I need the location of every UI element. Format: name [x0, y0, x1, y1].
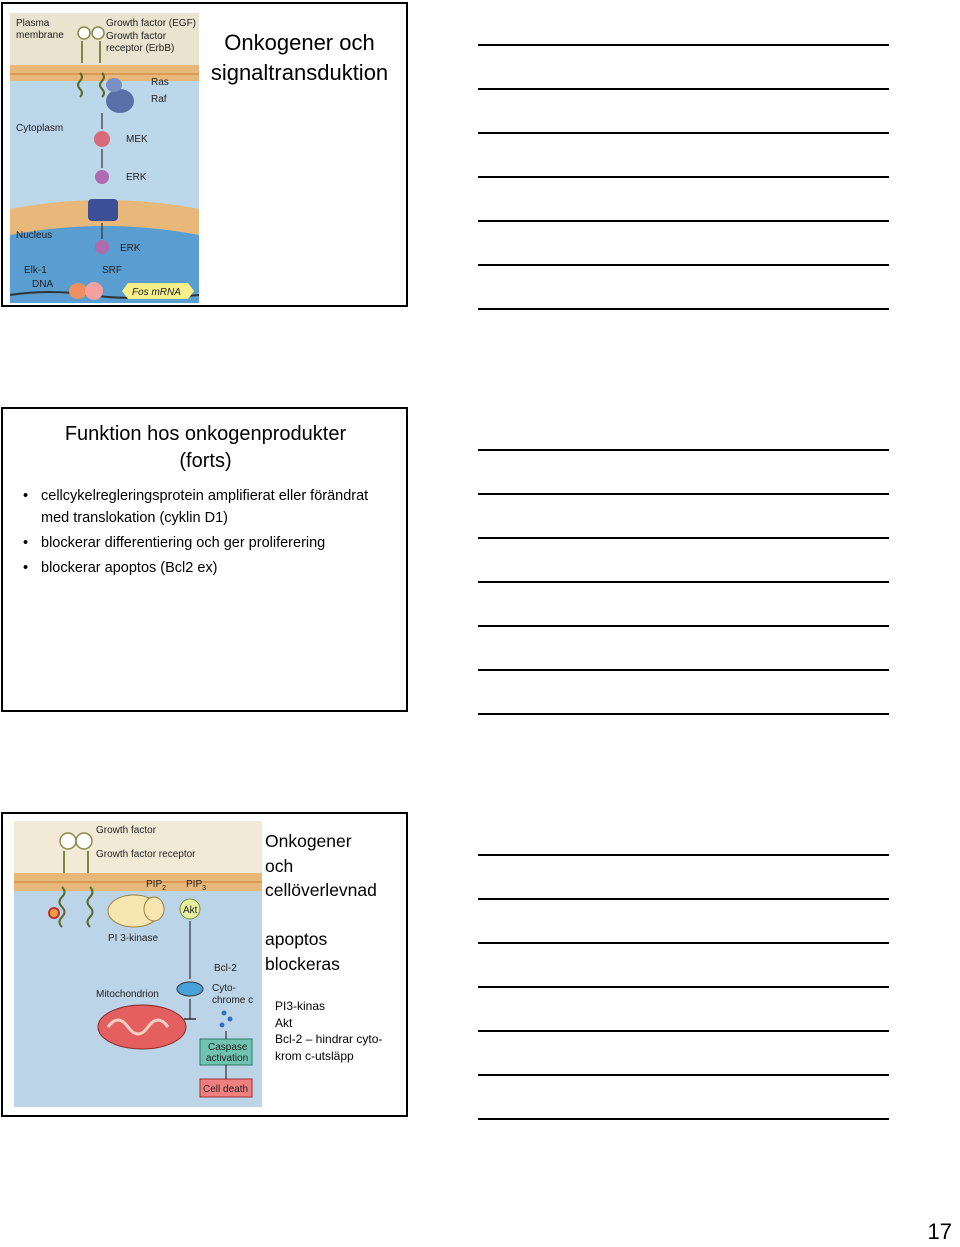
slide-1-title-line-2: signaltransduktion	[210, 60, 389, 85]
label-elk1: Elk-1	[24, 265, 47, 276]
label-cytochrome-2: chrome c	[212, 995, 254, 1006]
slide-3-text-line-4: apoptos	[265, 929, 328, 949]
slide-3-text-line-2: och	[265, 855, 294, 876]
signal-pathway-figure	[10, 13, 199, 303]
note-line	[478, 176, 889, 178]
note-line	[478, 625, 889, 627]
note-line	[478, 1118, 889, 1120]
cell-survival-figure	[14, 821, 262, 1107]
label-caspase-2: activation	[206, 1053, 249, 1064]
slide-1	[1, 2, 408, 307]
slide-3-text-line-5: blockeras	[265, 953, 340, 974]
label-membrane: membrane	[16, 30, 64, 41]
label-pi3-kinase: PI 3-kinase	[108, 933, 159, 944]
bullet-item: • blockerar apoptos (Bcl2 ex)	[23, 557, 398, 579]
slide-3-notes	[275, 998, 407, 1064]
slide-2-bullet-list	[23, 485, 398, 582]
slide-1-title	[197, 28, 402, 88]
label-akt: Akt	[183, 905, 198, 916]
note-line	[478, 713, 889, 715]
bullet-item: • blockerar differentiering och ger proliferering	[23, 532, 398, 554]
slide-2-title-line-1: Funktion hos onkogenprodukter	[64, 423, 347, 445]
note-line	[478, 942, 889, 944]
slide-2	[1, 407, 408, 712]
note-line	[478, 132, 889, 134]
slide-2-title	[13, 421, 398, 475]
label-receptor-1: Growth factor	[106, 31, 167, 42]
label-mitochondrion: Mitochondrion	[96, 989, 159, 1000]
note-line	[478, 449, 889, 451]
note-line	[478, 1030, 889, 1032]
label-cytochrome-1: Cyto-	[212, 983, 236, 994]
label-plasma: Plasma	[16, 18, 50, 29]
label-fos-mrna: Fos mRNA	[132, 287, 181, 298]
slide-3-heading	[265, 829, 408, 903]
note-line	[478, 986, 889, 988]
label-nucleus: Nucleus	[16, 230, 53, 241]
bullet-item: • cellcykelregleringsprotein amplifierat eller förändrat med translokation (cyklin D1)	[23, 485, 398, 529]
label-bcl2: Bcl-2	[214, 963, 237, 974]
note-line	[478, 88, 889, 90]
note-line	[478, 44, 889, 46]
label-receptor-2: receptor (ErbB)	[106, 43, 175, 54]
label-srf: SRF	[102, 265, 122, 276]
note-line	[478, 308, 889, 310]
label-cell-death: Cell death	[203, 1084, 249, 1095]
slide-3	[1, 812, 408, 1117]
label-dna: DNA	[32, 279, 54, 290]
label-raf: Raf	[151, 94, 167, 105]
label-pip2: $PIP_2$	[146, 879, 167, 892]
slide-3-small-line-4: krom c-utsläpp	[275, 1048, 354, 1063]
label-caspase-1: Caspase	[208, 1042, 248, 1053]
label-growth-factor-receptor: Growth factor receptor	[96, 849, 196, 860]
slide-3-text-line-3: cellöverlevnad	[265, 880, 377, 900]
slide-2-title-line-2: (forts)	[179, 450, 232, 472]
slide-3-small-line-3: Bcl-2 – hindrar cyto-	[275, 1032, 383, 1046]
note-line	[478, 581, 889, 583]
label-growth-factor: Growth factor	[96, 825, 157, 836]
note-line	[478, 669, 889, 671]
slide-3-small-line-1: PI3-kinas	[275, 999, 326, 1013]
label-erk-1: ERK	[126, 172, 147, 183]
note-line	[478, 220, 889, 222]
note-line	[478, 537, 889, 539]
slide-3-small-line-2: Akt	[275, 1015, 293, 1030]
note-line	[478, 854, 889, 856]
label-pip3: $PIP_3$	[186, 879, 207, 892]
slide-1-title-line-1: Onkogener och	[224, 30, 375, 55]
label-cytoplasm: Cytoplasm	[16, 123, 64, 134]
note-line	[478, 493, 889, 495]
note-line	[478, 264, 889, 266]
label-erk-2: ERK	[120, 243, 141, 254]
label-egf: Growth factor (EGF)	[106, 18, 197, 29]
label-mek: MEK	[126, 134, 148, 145]
slide-3-text-line-1: Onkogener	[265, 831, 352, 851]
slide-3-subheading	[265, 927, 408, 976]
page-number: 17	[927, 1219, 952, 1244]
note-line	[478, 1074, 889, 1076]
label-ras: Ras	[151, 77, 169, 88]
note-line	[478, 898, 889, 900]
